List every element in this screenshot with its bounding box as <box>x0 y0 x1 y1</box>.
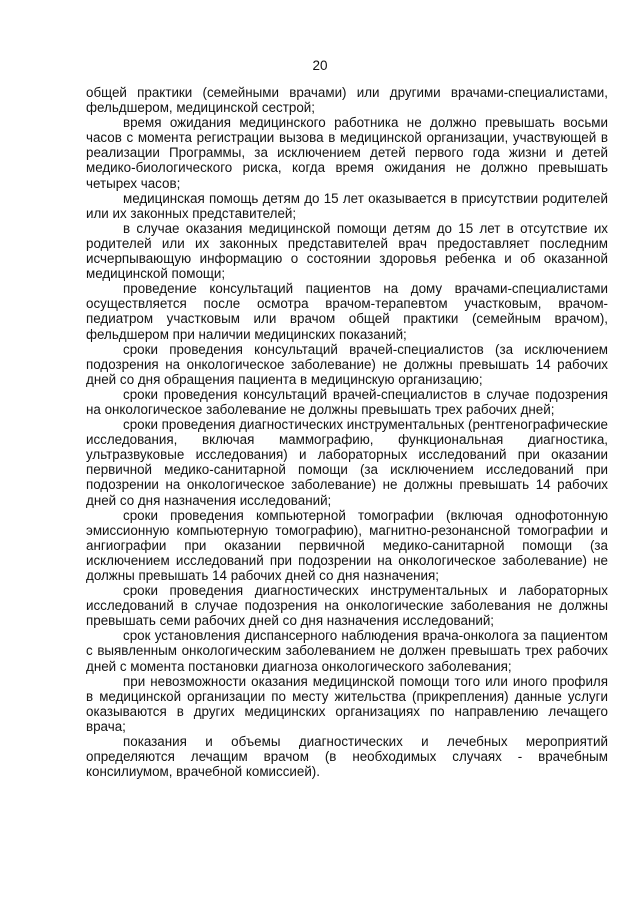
paragraph: сроки проведения диагностических инструментальных и лабораторных исследований в случае подозрения на онкологические заболевания не должны превышать семи рабочих дней со дня назначения исследований; <box>86 583 608 629</box>
paragraph: в случае оказания медицинской помощи детям до 15 лет в отсутствие их родителей или их законных представителей врач предоставляет последним исчерпывающую информацию о состоянии здоровья ребенка и об оказанной медицинской помощи; <box>86 220 608 282</box>
paragraph: срок установления диспансерного наблюдения врача-онколога за пациентом с выявленным онкологическим заболеванием не должен превышать трех рабочих дней с момента постановки диагноза онкологического заболевания; <box>86 628 608 674</box>
paragraph: сроки проведения консультаций врачей-специалистов в случае подозрения на онкологическое заболевание не должны превышать трех рабочих дней; <box>86 386 608 417</box>
paragraph: сроки проведения диагностических инструментальных (рентгенографические исследования, включая маммографию, функциональная диагностика, ультразвуковые исследования) и лабораторных исследований при оказании первичной медико-санитарной помощи (за исключением исследований при подозрении на онкологическое заболевание) не должны превышать 14 рабочих дней со дня назначения исследований; <box>86 417 608 508</box>
paragraph: проведение консультаций пациентов на дому врачами-специалистами осуществляется после осмотра врачом-терапевтом участковым, врачом-педиатром участковым или врачом общей практики (семейным врачом), фельдшером при наличии медицинских показаний; <box>86 281 608 342</box>
paragraph-continuation: общей практики (семейными врачами) или другими врачами-специалистами, фельдшером, медицинской сестрой; <box>86 85 608 116</box>
paragraph: сроки проведения компьютерной томографии (включая однофотонную эмиссионную компьютерную томографию), магнитно-резонансной томографии и ангиографии при оказании первичной медико-санитарной помощи (за исключением исследований при подозрении на онкологическое заболевание) не должны превышать 14 рабочих дней со дня назначения; <box>86 507 608 583</box>
paragraph: сроки проведения консультаций врачей-специалистов (за исключением подозрения на онкологическое заболевание) не должны превышать 14 рабочих дней со дня обращения пациента в медицинскую организацию; <box>86 341 608 387</box>
paragraph: при невозможности оказания медицинской помощи того или иного профиля в медицинской организации по месту жительства (прикрепления) данные услуги оказываются в других медицинских организациях по направлению лечащего врача; <box>86 673 608 734</box>
paragraph: показания и объемы диагностических и лечебных мероприятий определяются лечащим врачом (в необходимых случаях - врачебным консилиумом, врачебной комиссией). <box>86 734 608 780</box>
paragraph: время ожидания медицинского работника не должно превышать восьми часов с момента регистрации вызова в медицинской организации, участвующей в реализации Программы, за исключением детей первого года жизни и детей медико-биологического риска, когда время ожидания не должно превышать четырех часов; <box>86 115 608 191</box>
document-body <box>86 85 608 779</box>
paragraph: медицинская помощь детям до 15 лет оказывается в присутствии родителей или их законных представителей; <box>86 190 608 221</box>
page-number: 20 <box>312 58 328 73</box>
